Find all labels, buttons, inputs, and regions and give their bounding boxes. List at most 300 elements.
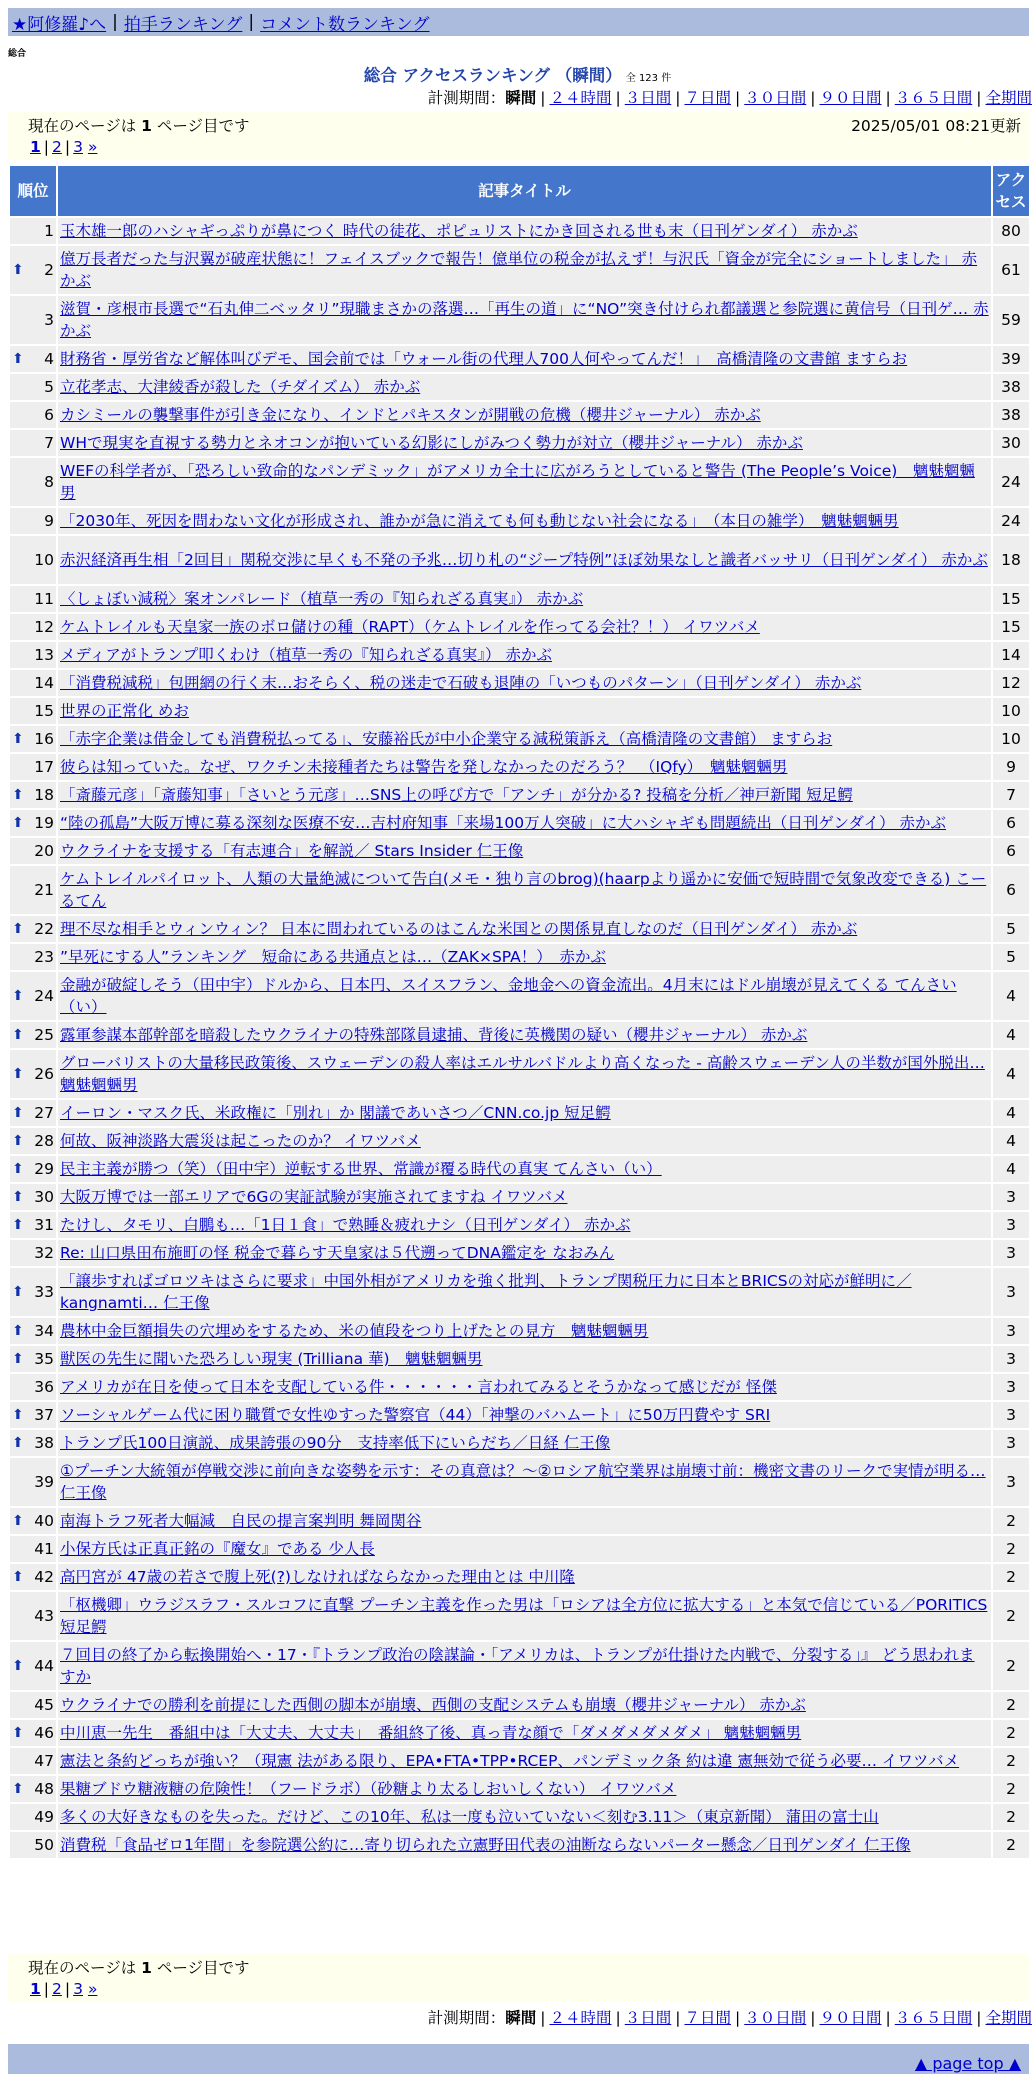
- rank-number: 26: [34, 1065, 54, 1083]
- article-title-link[interactable]: 果糖ブドウ糖液糖の危険性！（フードラボ）（砂糖より太るしおいしくない） イワツバメ: [60, 1780, 677, 1798]
- rank-up-arrow-icon: ⬆: [12, 1725, 24, 1741]
- page-status-number: 1: [141, 1959, 152, 1977]
- table-row: [10, 508, 1029, 534]
- period-current: 瞬間: [505, 2009, 537, 2027]
- access-count: 5: [993, 916, 1029, 942]
- period-separator: |: [976, 2009, 982, 2027]
- rank-number: 14: [34, 674, 54, 692]
- page-link-current[interactable]: 1: [30, 1980, 41, 1998]
- table-row: [10, 1642, 1029, 1690]
- access-count: 5: [993, 944, 1029, 970]
- period-separator: |: [540, 89, 546, 107]
- article-title-link[interactable]: 滋賀・彦根市長選で“石丸伸二ベッタリ”現職まさかの落選…「再生の道」に“NO”突き付けられ都議選と参院選に黄信号（日刊ゲ… 赤かぶ: [60, 300, 989, 340]
- article-title-link[interactable]: 小保方氏は正真正銘の『魔女』である 少人長: [60, 1540, 375, 1558]
- rank-up-arrow-icon: ⬆: [12, 1781, 24, 1797]
- title-cell: [58, 1592, 991, 1640]
- table-row: [10, 810, 1029, 836]
- rank-cell: [10, 1592, 56, 1640]
- rank-up-arrow-icon: ⬆: [12, 262, 24, 278]
- rank-number: 15: [34, 702, 54, 720]
- rank-up-arrow-icon: ⬆: [12, 731, 24, 747]
- footer-bar: [8, 2044, 1029, 2074]
- title-cell: [58, 642, 991, 668]
- period-link[interactable]: ２４時間: [549, 2009, 612, 2027]
- article-title-link[interactable]: ソーシャルゲーム代に困り職質で女性ゆすった警察官（44）「神撃のバハムート」に50万円費やす SRI: [60, 1406, 771, 1424]
- article-title-link[interactable]: 玉木雄一郎のハシャギっぷりが鼻につく 時代の徒花、ポピュリストにかき回される世も末（日刊ゲンダイ） 赤かぶ: [60, 222, 858, 240]
- period-link[interactable]: ２４時間: [549, 89, 612, 107]
- period-selector-bottom: [428, 2006, 1032, 2028]
- access-count: 15: [993, 614, 1029, 640]
- page-status-number: 1: [141, 117, 152, 135]
- page-link-current[interactable]: 1: [30, 138, 41, 156]
- title-cell: [58, 1184, 991, 1210]
- rank-cell: [10, 670, 56, 696]
- period-link[interactable]: ７日間: [684, 89, 731, 107]
- access-count: 3: [993, 1458, 1029, 1506]
- rank-up-arrow-icon: ⬆: [12, 1407, 24, 1423]
- table-header-row: [10, 166, 1029, 216]
- rank-number: 49: [34, 1808, 54, 1826]
- table-row: [10, 782, 1029, 808]
- rank-number: 6: [44, 406, 54, 424]
- title-cell: [58, 296, 991, 344]
- rank-number: 12: [34, 618, 54, 636]
- access-count: 10: [993, 726, 1029, 752]
- rank-cell: [10, 1318, 56, 1344]
- period-separator: |: [885, 2009, 891, 2027]
- rank-cell: [10, 614, 56, 640]
- access-count: 7: [993, 782, 1029, 808]
- rank-up-arrow-icon: ⬆: [12, 351, 24, 367]
- pager-top: [8, 112, 1029, 160]
- col-rank-header: 順位: [10, 166, 56, 216]
- page-link[interactable]: 2: [52, 138, 62, 156]
- rank-cell: [10, 1458, 56, 1506]
- article-title-link[interactable]: ７回目の終了から転換開始へ・17・『トランプ政治の陰謀論・「アメリカは、トランプが仕掛けた内戦で、分裂する」』 どう思われますか: [60, 1646, 975, 1686]
- title-cell: [58, 374, 991, 400]
- table-row: [10, 346, 1029, 372]
- article-title-link[interactable]: 赤沢経済再生相「2回目」関税交渉に早くも不発の予兆…切り札の“ジープ特例”ほぼ効果なしと識者バッサリ（日刊ゲンダイ） 赤かぶ: [60, 551, 988, 569]
- rank-up-arrow-icon: ⬆: [12, 1189, 24, 1205]
- rank-cell: [10, 374, 56, 400]
- col-title-header: 記事タイトル: [58, 166, 991, 216]
- rank-cell: [10, 1536, 56, 1562]
- rank-up-arrow-icon: ⬆: [12, 1217, 24, 1233]
- page-status: [28, 114, 250, 136]
- access-count: 3: [993, 1346, 1029, 1372]
- page-top-link[interactable]: ▲ page top ▲: [914, 2054, 1021, 2073]
- title-cell: [58, 916, 991, 942]
- page-separator: |: [43, 138, 50, 156]
- article-title-link[interactable]: グローバリストの大量移民政策後、スウェーデンの殺人率はエルサルバドルより高くなった - 高齢スウェーデン人の半数が国外脱出… 魑魅魍魎男: [60, 1054, 985, 1094]
- access-count: 6: [993, 838, 1029, 864]
- title-cell: [58, 1240, 991, 1266]
- rank-cell: [10, 1776, 56, 1802]
- access-count: 38: [993, 402, 1029, 428]
- period-link[interactable]: 全期間: [985, 89, 1032, 107]
- rank-number: 40: [34, 1512, 54, 1530]
- page-separator: |: [64, 138, 71, 156]
- table-row: [10, 458, 1029, 506]
- rank-cell: [10, 430, 56, 456]
- rank-number: 50: [34, 1836, 54, 1854]
- access-count: 2: [993, 1642, 1029, 1690]
- rank-number: 34: [34, 1322, 54, 1340]
- article-title-link[interactable]: 「斎藤元彦」「斎藤知事」「さいとう元彦」…SNS上の呼び方で「アンチ」が分かる? 投稿を分析／神戸新聞 短足鰐: [60, 786, 853, 804]
- rank-up-arrow-icon: ⬆: [12, 921, 24, 937]
- period-separator: |: [735, 89, 741, 107]
- access-count: 14: [993, 642, 1029, 668]
- article-title-link[interactable]: ケムトレイルも天皇家一族のボロ儲けの種（RAPT）（ケムトレイルを作ってる会社？！） イワツバメ: [60, 618, 760, 636]
- access-count: 12: [993, 670, 1029, 696]
- table-row: [10, 1402, 1029, 1428]
- period-link[interactable]: ３０日間: [744, 2009, 807, 2027]
- ranking-table: [8, 164, 1031, 1860]
- rank-number: 22: [34, 920, 54, 938]
- access-count: 2: [993, 1748, 1029, 1774]
- rank-up-arrow-icon: ⬆: [12, 1569, 24, 1585]
- rank-number: 8: [44, 473, 54, 491]
- access-count: 4: [993, 1022, 1029, 1048]
- rank-cell: [10, 1642, 56, 1690]
- rank-up-arrow-icon: ⬆: [12, 1351, 24, 1367]
- period-link[interactable]: ３０日間: [744, 89, 807, 107]
- access-count: 4: [993, 1050, 1029, 1098]
- access-count: 59: [993, 296, 1029, 344]
- title-cell: [58, 246, 991, 294]
- rank-number: 5: [44, 378, 54, 396]
- article-title-link[interactable]: Re: 山口県田布施町の怪 税金で暮らす天皇家は５代遡ってDNA鑑定を なおみん: [60, 1244, 615, 1262]
- title-cell: [58, 1536, 991, 1562]
- table-row: [10, 1128, 1029, 1154]
- title-cell: [58, 1346, 991, 1372]
- page-status-row: [16, 114, 1021, 136]
- rank-number: 24: [34, 987, 54, 1005]
- title-cell: [58, 1642, 991, 1690]
- rank-up-arrow-icon: ⬆: [12, 815, 24, 831]
- article-title-link[interactable]: ①プーチン大統領が停戦交渉に前向きな姿勢を示す：その真意は？～②ロシア航空業界は崩壊寸前：機密文書のリークで実情が明る… 仁王像: [60, 1462, 986, 1502]
- table-row: [10, 698, 1029, 724]
- rank-up-arrow-icon: ⬆: [12, 787, 24, 803]
- period-link[interactable]: ３日間: [624, 89, 672, 107]
- rank-number: 23: [34, 948, 54, 966]
- article-title-link[interactable]: 獣医の先生に聞いた恐ろしい現実 (Trilliana 華) 魑魅魍魎男: [60, 1350, 483, 1368]
- top-nav-bar: [8, 8, 1029, 36]
- rank-number: 30: [34, 1188, 54, 1206]
- nav-separator: |: [112, 12, 118, 32]
- title-cell: [58, 1804, 991, 1830]
- rank-up-arrow-icon: ⬆: [12, 1133, 24, 1149]
- article-title-link[interactable]: ケムトレイルパイロット、人類の大量絶滅について告白(メモ・独り言のbrog)(haarpより遥かに安価で短時間で気象改変できる) こーるてん: [60, 870, 987, 910]
- article-title-link[interactable]: 高円宮が 47歳の若さで腹上死(?)しなければならなかった理由とは 中川隆: [60, 1568, 575, 1586]
- access-count: 2: [993, 1692, 1029, 1718]
- access-count: 3: [993, 1430, 1029, 1456]
- rank-number: 35: [34, 1350, 54, 1368]
- title-cell: [58, 536, 991, 584]
- table-row: [10, 1692, 1029, 1718]
- period-selector-top: [428, 86, 1032, 108]
- access-count: 3: [993, 1402, 1029, 1428]
- rank-cell: [10, 1184, 56, 1210]
- article-title-link[interactable]: 理不尽な相手とウィンウィン？ 日本に問われているのはこんな米国との関係見直しなのだ（日刊ゲンダイ） 赤かぶ: [60, 920, 858, 938]
- article-title-link[interactable]: 「譲歩すればゴロツキはさらに要求」中国外相がアメリカを強く批判、トランプ関税圧力に日本とBRICSの対応が鮮明に／kangnamti… 仁王像: [60, 1272, 912, 1312]
- title-cell: [58, 1212, 991, 1238]
- article-title-link[interactable]: ウクライナを支援する「有志連合」を解説／ Stars Insider 仁王像: [60, 842, 524, 860]
- rank-number: 11: [34, 590, 54, 608]
- rank-number: 47: [34, 1752, 54, 1770]
- title-cell: [58, 1508, 991, 1534]
- title-cell: [58, 1128, 991, 1154]
- rank-cell: [10, 642, 56, 668]
- rank-up-arrow-icon: ⬆: [12, 1658, 24, 1674]
- access-count: 3: [993, 1374, 1029, 1400]
- table-row: [10, 972, 1029, 1020]
- table-row: [10, 430, 1029, 456]
- article-title-link[interactable]: WHで現実を直視する勢力とネオコンが抱いている幻影にしがみつく勢力が対立（櫻井ジャーナル） 赤かぶ: [60, 434, 803, 452]
- article-title-link[interactable]: 露軍参謀本部幹部を暗殺したウクライナの特殊部隊員逮捕、背後に英機関の疑い（櫻井ジャーナル） 赤かぶ: [60, 1026, 808, 1044]
- rank-cell: [10, 346, 56, 372]
- article-title-link[interactable]: イーロン・マスク氏、米政権に「別れ」か 閣議であいさつ／CNN.co.jp 短足鰐: [60, 1104, 611, 1122]
- table-row: [10, 1050, 1029, 1098]
- article-title-link[interactable]: 「2030年、死因を問わない文化が形成され、誰かが急に消えても何も動じない社会になる」 （本日の雑学） 魑魅魍魎男: [60, 512, 899, 530]
- title-cell: [58, 346, 991, 372]
- period-link[interactable]: ３６５日間: [894, 2009, 973, 2027]
- table-row: [10, 670, 1029, 696]
- page-links: [16, 136, 1021, 158]
- access-count: 9: [993, 754, 1029, 780]
- period-link[interactable]: ９０日間: [819, 89, 882, 107]
- table-row: [10, 1776, 1029, 1802]
- access-count: 24: [993, 508, 1029, 534]
- title-cell: [58, 458, 991, 506]
- access-count: 6: [993, 810, 1029, 836]
- table-row: [10, 1720, 1029, 1746]
- title-cell: [58, 1748, 991, 1774]
- page-links: [16, 1978, 1021, 2000]
- article-title-link[interactable]: トランプ氏100日演説、成果誇張の90分 支持率低下にいらだち／日経 仁王像: [60, 1434, 611, 1452]
- next-page-link[interactable]: »: [87, 138, 98, 156]
- page-link[interactable]: 3: [73, 1980, 84, 1998]
- title-cell: [58, 614, 991, 640]
- rank-cell: [10, 866, 56, 914]
- rank-up-arrow-icon: ⬆: [12, 988, 24, 1004]
- rank-cell: [10, 1346, 56, 1372]
- category-label: 総合: [8, 49, 27, 59]
- table-row: [10, 1430, 1029, 1456]
- article-title-link[interactable]: 多くの大好きなものを失った。だけど、この10年、私は一度も泣いていない＜刻む3.11＞（東京新聞） 蒲田の富士山: [60, 1808, 879, 1826]
- rank-up-arrow-icon: ⬆: [12, 1066, 24, 1082]
- ranking-title: 総合 アクセスランキング （瞬間）: [363, 66, 622, 85]
- title-cell: [58, 972, 991, 1020]
- article-title-link[interactable]: “陸の孤島”大阪万博に募る深刻な医療不安…吉村府知事「来場100万人突破」に大ハシャギも問題続出（日刊ゲンダイ） 赤かぶ: [60, 814, 947, 832]
- period-link[interactable]: ９０日間: [819, 2009, 882, 2027]
- rank-cell: [10, 1720, 56, 1746]
- rank-number: 43: [34, 1607, 54, 1625]
- title-cell: [58, 586, 991, 612]
- article-title-link[interactable]: 憲法と条約どっちが強い？（現憲 法がある限り、EPA•FTA•TPP•RCEP、パンデミック条 約は違 憲無効で従う必要… イワツバメ: [60, 1752, 960, 1770]
- article-title-link[interactable]: 「消費税減税」包囲網の行く末…おそらく、税の迷走で石破も退陣の「いつものパターン」（日刊ゲンダイ） 赤かぶ: [60, 674, 862, 692]
- article-title-link[interactable]: 〈しょぼい減税〉案オンパレード（植草一秀の『知られざる真実』） 赤かぶ: [60, 590, 584, 608]
- article-title-link[interactable]: ”早死にする人”ランキング 短命にある共通点とは…（ZAK×SPA！） 赤かぶ: [60, 948, 607, 966]
- title-cell: [58, 1832, 991, 1858]
- table-row: [10, 586, 1029, 612]
- table-row: [10, 296, 1029, 344]
- article-title-link[interactable]: 世界の正常化 めお: [60, 702, 189, 720]
- title-cell: [58, 1692, 991, 1718]
- title-cell: [58, 698, 991, 724]
- rank-number: 42: [34, 1568, 54, 1586]
- access-count: 4: [993, 1100, 1029, 1126]
- table-row: [10, 642, 1029, 668]
- title-cell: [58, 1776, 991, 1802]
- rank-cell: [10, 1374, 56, 1400]
- period-separator: |: [976, 89, 982, 107]
- rank-cell: [10, 1156, 56, 1182]
- access-count: 80: [993, 218, 1029, 244]
- access-count: 39: [993, 346, 1029, 372]
- title-cell: [58, 754, 991, 780]
- access-count: 2: [993, 1804, 1029, 1830]
- period-link[interactable]: ７日間: [684, 2009, 731, 2027]
- article-title-link[interactable]: ウクライナでの勝利を前提にした西側の脚本が崩壊、西側の支配システムも崩壊（櫻井ジャーナル） 赤かぶ: [60, 1696, 806, 1714]
- title-cell: [58, 1720, 991, 1746]
- rank-number: 2: [44, 261, 54, 279]
- article-title-link[interactable]: 消費税「食品ゼロ1年間」を参院選公約に…寄り切られた立憲野田代表の油断ならないパーター懸念／日刊ゲンダイ 仁王像: [60, 1836, 911, 1854]
- home-link[interactable]: ★阿修羅♪へ: [12, 14, 107, 35]
- page-link[interactable]: 2: [52, 1980, 62, 1998]
- title-cell: [58, 1050, 991, 1098]
- table-row: [10, 536, 1029, 584]
- article-title-link[interactable]: 「枢機卿」ウラジスラフ・スルコフに直撃 プーチン主義を作った男は「ロシアは全方位に拡大する」と本気で信じている／PORITICS 短足鰐: [60, 1596, 988, 1636]
- article-title-link[interactable]: アメリカが在日を使って日本を支配している件・・・・・・言われてみるとそうかなって感じだが 怪傑: [60, 1378, 777, 1396]
- article-title-link[interactable]: 民主主義が勝つ（笑）（田中宇）逆転する世界、常識が覆る時代の真実 てんさい（い）: [60, 1160, 662, 1178]
- title-cell: [58, 1402, 991, 1428]
- rank-up-arrow-icon: ⬆: [12, 1435, 24, 1451]
- access-count: 61: [993, 246, 1029, 294]
- article-title-link[interactable]: たけし、タモリ、白鵬も…「1日１食」で熟睡＆疲れナシ（日刊ゲンダイ） 赤かぶ: [60, 1216, 631, 1234]
- period-link[interactable]: ３６５日間: [894, 89, 973, 107]
- article-title-link[interactable]: 「赤字企業は借金しても消費税払ってる」、安藤裕氏が中小企業守る減税策訴え（高橋清隆の文書館） ますらお: [60, 730, 833, 748]
- article-title-link[interactable]: 何故、阪神淡路大震災は起こったのか？ イワツバメ: [60, 1132, 421, 1150]
- rank-cell: [10, 1508, 56, 1534]
- article-title-link[interactable]: 億万長者だった与沢翼が破産状態に！フェイスブックで報告！億単位の税金が払えず！与沢氏「資金が完全にショートしました」 赤かぶ: [60, 250, 978, 290]
- table-row: [10, 1748, 1029, 1774]
- article-title-link[interactable]: 南海トラフ死者大幅減 自民の提言案判明 舞岡関谷: [60, 1512, 422, 1530]
- rank-up-arrow-icon: ⬆: [12, 1027, 24, 1043]
- title-cell: [58, 402, 991, 428]
- rank-number: 10: [34, 551, 54, 569]
- page-separator: |: [43, 1980, 50, 1998]
- title-cell: [58, 1564, 991, 1590]
- next-page-link[interactable]: »: [87, 1980, 98, 1998]
- rank-cell: [10, 1268, 56, 1316]
- rank-cell: [10, 782, 56, 808]
- rank-number: 44: [34, 1657, 54, 1675]
- rank-number: 45: [34, 1696, 54, 1714]
- access-count: 2: [993, 1776, 1029, 1802]
- article-title-link[interactable]: 農林中金巨額損失の穴埋めをするため、米の値段をつり上げたとの見方 魑魅魍魎男: [60, 1322, 649, 1340]
- table-row: [10, 1458, 1029, 1506]
- rank-number: 1: [44, 222, 54, 240]
- rank-number: 37: [34, 1406, 54, 1424]
- rank-cell: [10, 972, 56, 1020]
- page-link[interactable]: 3: [73, 138, 84, 156]
- rank-number: 18: [34, 786, 54, 804]
- table-row: [10, 838, 1029, 864]
- article-title-link[interactable]: WEFの科学者が、「恐ろしい致命的なパンデミック」がアメリカ全土に広がろうとしていると警告 (The People’s Voice) 魑魅魍魎男: [60, 462, 975, 502]
- rank-cell: [10, 296, 56, 344]
- access-count: 2: [993, 1508, 1029, 1534]
- rank-number: 13: [34, 646, 54, 664]
- article-title-link[interactable]: 彼らは知っていた。なぜ、ワクチン未接種者たちは警告を発しなかったのだろう？ （IQfy） 魑魅魍魎男: [60, 758, 788, 776]
- access-count: 4: [993, 1156, 1029, 1182]
- rank-number: 38: [34, 1434, 54, 1452]
- period-link[interactable]: ３日間: [624, 2009, 672, 2027]
- table-row: [10, 1318, 1029, 1344]
- rank-cell: [10, 916, 56, 942]
- period-separator: |: [675, 89, 681, 107]
- rank-number: 21: [34, 881, 54, 899]
- page-status-prefix: 現在のページは: [28, 117, 142, 135]
- rank-number: 41: [34, 1540, 54, 1558]
- rank-cell: [10, 1564, 56, 1590]
- period-label: 計測期間：: [427, 89, 506, 107]
- table-row: [10, 1804, 1029, 1830]
- rank-cell: [10, 1430, 56, 1456]
- period-separator: |: [735, 2009, 741, 2027]
- article-title-link[interactable]: 財務省・厚労省など解体叫びデモ、国会前では「ウォール街の代理人700人何やってんだ！」 高橋清隆の文書館 ますらお: [60, 350, 908, 368]
- article-title-link[interactable]: 立花孝志、大津綾香が殺した（チダイズム） 赤かぶ: [60, 378, 421, 396]
- rank-cell: [10, 246, 56, 294]
- access-count: 3: [993, 1184, 1029, 1210]
- access-count: 3: [993, 1268, 1029, 1316]
- period-separator: |: [810, 89, 816, 107]
- rank-cell: [10, 698, 56, 724]
- clap-ranking-link[interactable]: 拍手ランキング: [123, 14, 243, 35]
- rank-cell: [10, 508, 56, 534]
- rank-up-arrow-icon: ⬆: [12, 1284, 24, 1300]
- table-row: [10, 1156, 1029, 1182]
- rank-up-arrow-icon: ⬆: [12, 1105, 24, 1121]
- period-separator: |: [885, 89, 891, 107]
- article-title-link[interactable]: 中川恵一先生 番組中は「大丈夫、大丈夫」 番組終了後、真っ青な顔で「ダメダメダメダメ」 魑魅魍魎男: [60, 1724, 802, 1742]
- title-cell: [58, 838, 991, 864]
- table-row: [10, 1022, 1029, 1048]
- title-cell: [58, 1268, 991, 1316]
- rank-number: 17: [34, 758, 54, 776]
- rank-up-arrow-icon: ⬆: [12, 1323, 24, 1339]
- rank-cell: [10, 944, 56, 970]
- rank-cell: [10, 586, 56, 612]
- page-separator: |: [64, 1980, 71, 1998]
- access-count: 38: [993, 374, 1029, 400]
- table-row: [10, 754, 1029, 780]
- rank-number: 25: [34, 1026, 54, 1044]
- rank-number: 3: [44, 311, 54, 329]
- rank-number: 31: [34, 1216, 54, 1234]
- period-link[interactable]: 全期間: [985, 2009, 1032, 2027]
- comment-ranking-link[interactable]: コメント数ランキング: [260, 14, 430, 35]
- article-title-link[interactable]: メディアがトランプ叩くわけ（植草一秀の『知られざる真実』） 赤かぶ: [60, 646, 552, 664]
- article-title-link[interactable]: カシミールの襲撃事件が引き金になり、インドとパキスタンが開戦の危機（櫻井ジャーナル） 赤かぶ: [60, 406, 761, 424]
- title-cell: [58, 1156, 991, 1182]
- article-title-link[interactable]: 金融が破綻しそう（田中宇）ドルから、日本円、スイスフラン、金地金への資金流出。4月末にはドル崩壊が見えてくる てんさい（い）: [60, 976, 957, 1016]
- article-title-link[interactable]: 大阪万博では一部エリアで6Gの実証試験が実施されてますね イワツバメ: [60, 1188, 568, 1206]
- title-cell: [58, 1458, 991, 1506]
- page-status-row: [16, 1956, 1021, 1978]
- rank-up-arrow-icon: ⬆: [12, 1513, 24, 1529]
- table-row: [10, 402, 1029, 428]
